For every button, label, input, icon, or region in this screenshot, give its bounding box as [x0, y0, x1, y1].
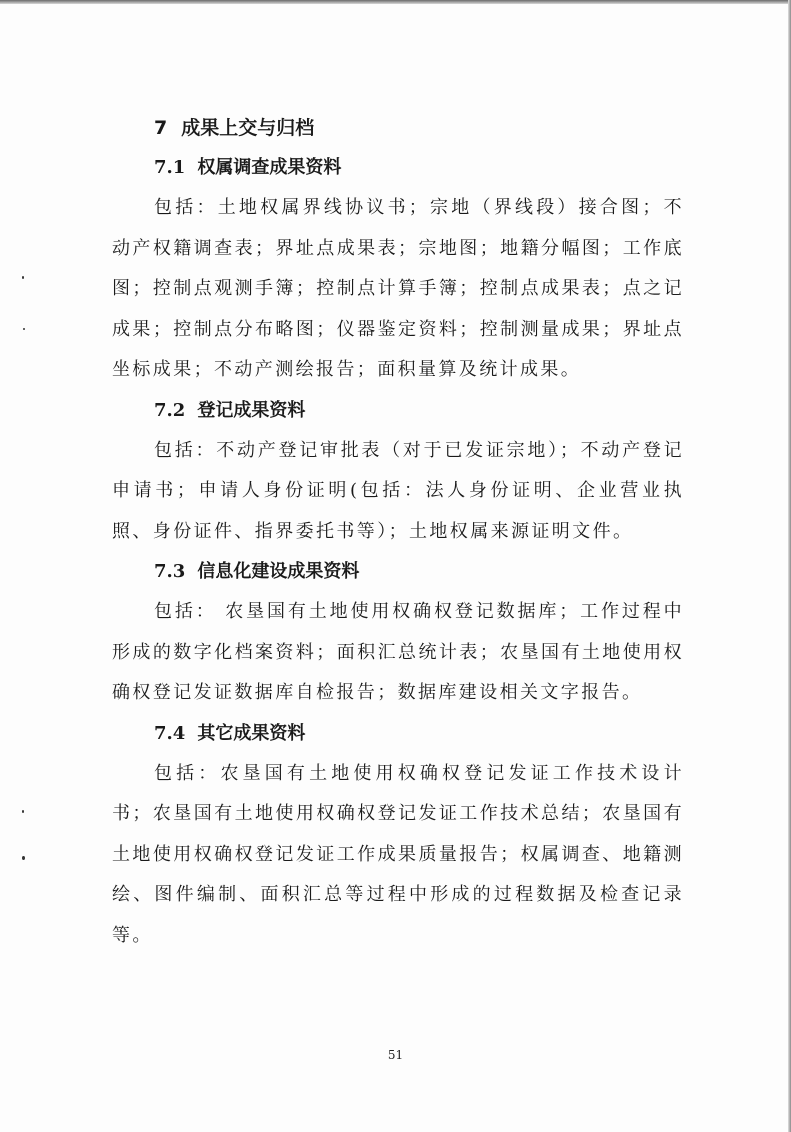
section-body: 包括：不动产登记审批表（对于已发证宗地）；不动产登记申请书；申请人身份证明(包括：法人身份证明、企业营业执照、身份证件、指界委托书等）；土地权属来源证明文件。	[112, 439, 684, 542]
section-heading	[112, 714, 684, 754]
chapter-number: 7	[154, 117, 168, 139]
scan-speck	[22, 856, 25, 860]
scan-speck	[23, 328, 25, 330]
scan-speck	[22, 276, 24, 279]
section-title: 其它成果资料	[197, 722, 306, 744]
section-title: 登记成果资料	[197, 399, 306, 421]
page-number: 51	[387, 1048, 404, 1062]
section-number: 7.4	[154, 722, 186, 744]
section-title: 权属调查成果资料	[197, 157, 342, 178]
chapter-title: 成果上交与归档	[181, 117, 315, 139]
section-title: 信息化建设成果资料	[197, 561, 360, 582]
section-number: 7.3	[154, 561, 186, 582]
document-body	[112, 108, 684, 956]
section-heading	[112, 148, 684, 188]
section-body: 包括：土地权属界线协议书；宗地（界线段）接合图；不动产权籍调查表；界址点成果表；宗地图；地籍分幅图；工作底图；控制点观测手簿；控制点计算手簿；控制点成果表；点之记成果；控制点分布略图；仪器鉴定资料；控制测量成果；界址点坐标成果；不动产测绘报告；面积量算及统计成果。	[112, 197, 684, 380]
scan-top-edge	[0, 0, 791, 4]
section-number: 7.2	[154, 399, 186, 421]
section-body: 包括： 农垦国有土地使用权确权登记数据库；工作过程中形成的数字化档案资料；面积汇总统计表；农垦国有土地使用权确权登记发证数据库自检报告；数据库建设相关文字报告。	[112, 601, 684, 703]
section-heading	[112, 391, 684, 431]
scan-speck	[22, 810, 24, 813]
section-heading	[112, 552, 684, 592]
section-number: 7.1	[154, 157, 186, 178]
section-body: 包括：农垦国有土地使用权确权登记发证工作技术设计书；农垦国有土地使用权确权登记发证工作技术总结；农垦国有土地使用权确权登记发证工作成果质量报告；权属调查、地籍测绘、图件编制、面积汇总等过程中形成的过程数据及检查记录等。	[112, 762, 684, 946]
chapter-heading	[112, 108, 684, 148]
